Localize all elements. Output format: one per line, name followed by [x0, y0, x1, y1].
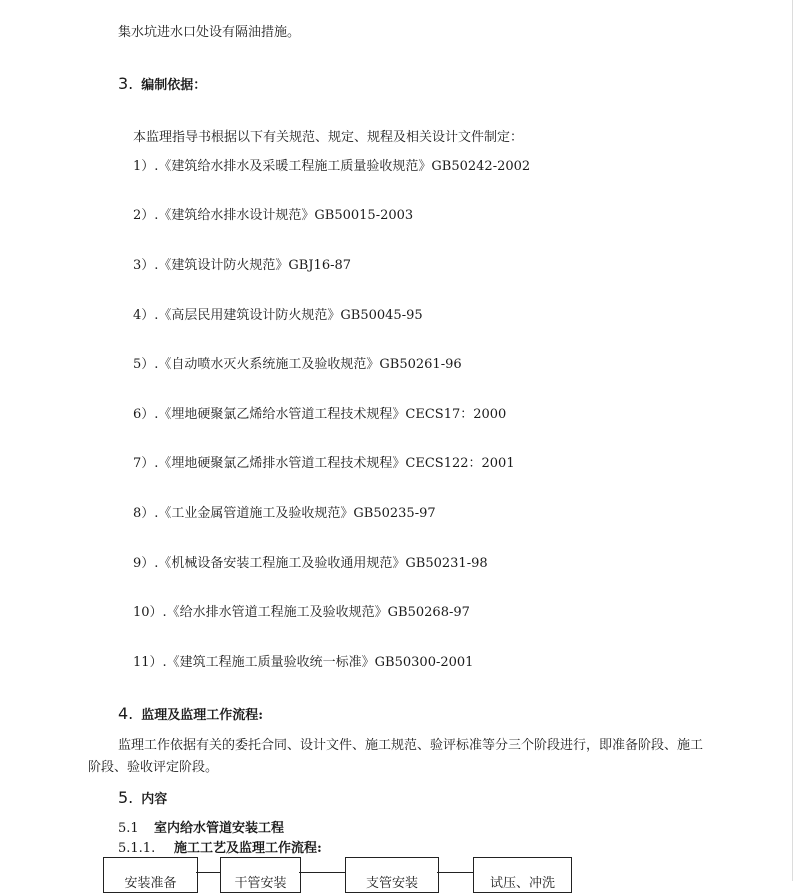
- reference-item-5: 5）.《自动喷水灭火系统施工及验收规范》GB50261-96: [133, 357, 462, 372]
- reference-item-3: 3）.《建筑设计防火规范》GBJ16-87: [133, 258, 352, 273]
- section-3-title: 编制依据：: [141, 78, 207, 93]
- section-4-number: 4.: [118, 704, 134, 723]
- flow-box-pressure-test: [473, 857, 572, 893]
- section-3-number: 3.: [118, 74, 134, 93]
- flow-box-branch-pipe-label: 支管安装: [365, 876, 418, 891]
- flow-connector-2: [299, 872, 345, 873]
- reference-item-10: 10）.《给水排水管道工程施工及验收规范》GB50268-97: [133, 605, 470, 620]
- section-4-heading: [118, 704, 263, 726]
- intro-tail-text: 集水坑进水口处设有隔油措施。: [118, 25, 301, 40]
- flow-box-preparation: [103, 857, 198, 893]
- reference-item-11: 11）.《建筑工程施工质量验收统一标准》GB50300-2001: [133, 655, 474, 670]
- section-4-title: 监理及监理工作流程:: [141, 708, 264, 723]
- subsection-5-1-1-title: 施工工艺及监理工作流程:: [174, 841, 322, 856]
- flow-connector-3: [437, 872, 473, 873]
- flow-box-preparation-label: 安装准备: [124, 876, 177, 891]
- reference-item-2: 2）.《建筑给水排水设计规范》GB50015-2003: [133, 208, 414, 223]
- reference-item-4: 4）.《高层民用建筑设计防火规范》GB50045-95: [133, 308, 423, 323]
- flow-box-main-pipe: [220, 857, 301, 893]
- subsection-5-1-1-heading: [118, 840, 322, 858]
- reference-item-8: 8）.《工业金属管道施工及验收规范》GB50235-97: [133, 506, 436, 521]
- subsection-5-1-1-number: 5.1.1.: [118, 841, 156, 856]
- subsection-5-1-title: 室内给水管道安装工程: [154, 821, 285, 836]
- subsection-5-1-number: 5.1: [118, 821, 139, 836]
- section-3-heading: [118, 74, 206, 96]
- reference-item-6: 6）.《埋地硬聚氯乙烯给水管道工程技术规程》CECS17：2000: [133, 407, 507, 422]
- section-4-body: 监理工作依据有关的委托合同、设计文件、施工规范、验评标准等分三个阶段进行，即准备阶段、施工阶段、验收评定阶段。: [88, 738, 704, 775]
- section-3-lead: 本监理指导书根据以下有关规范、规定、规程及相关设计文件制定：: [133, 130, 524, 145]
- reference-item-7: 7）.《埋地硬聚氯乙烯排水管道工程技术规程》CECS122：2001: [133, 456, 515, 471]
- reference-item-9: 9）.《机械设备安装工程施工及验收通用规范》GB50231-98: [133, 556, 488, 571]
- section-5-heading: [118, 788, 167, 810]
- flow-connector-1: [196, 872, 220, 873]
- flow-box-pressure-test-label: 试压、冲洗: [489, 876, 555, 891]
- subsection-5-1-heading: [118, 820, 284, 838]
- section-5-title: 内容: [141, 792, 168, 807]
- flow-box-branch-pipe: [345, 857, 439, 893]
- section-5-number: 5.: [118, 788, 134, 807]
- flow-box-main-pipe-label: 干管安装: [234, 876, 287, 891]
- reference-item-1: 1）.《建筑给水排水及采暖工程施工质量验收规范》GB50242-2002: [133, 159, 531, 174]
